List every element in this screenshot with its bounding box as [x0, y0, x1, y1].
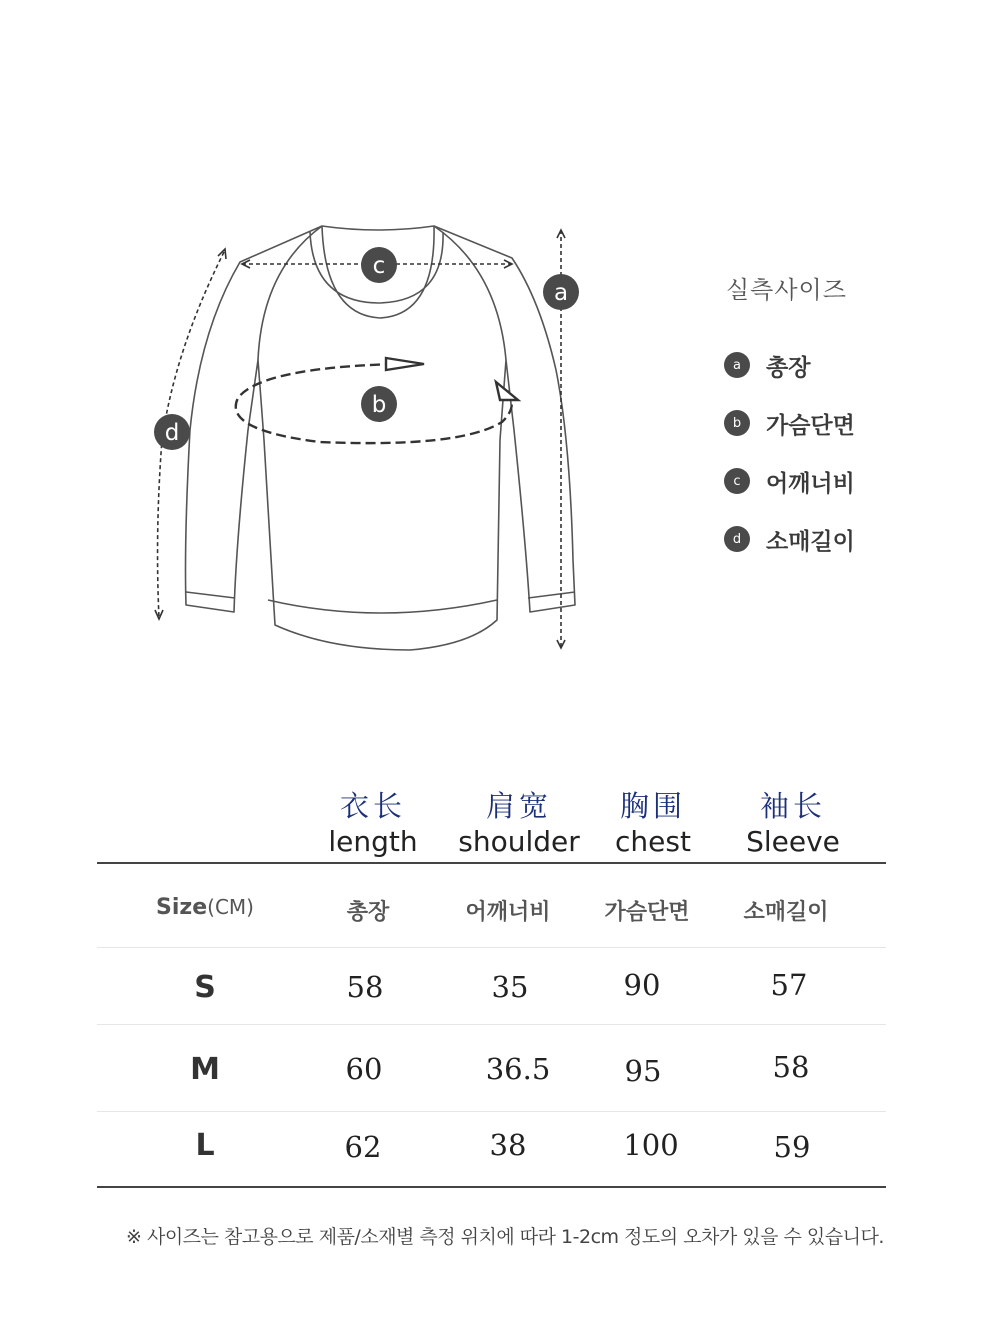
cuff-right: [528, 592, 575, 598]
value-length: 60: [345, 1052, 383, 1086]
hem-rib: [268, 600, 497, 613]
legend-badge-a: a: [724, 352, 750, 378]
table-top-rule: [97, 862, 886, 864]
value-chest: 95: [624, 1054, 662, 1088]
legend-item-b: [724, 403, 855, 443]
column-heading-sleeve: [718, 788, 868, 860]
legend-item-c: [724, 461, 855, 501]
marker-c: [361, 247, 397, 283]
marker-b-label: b: [371, 392, 387, 418]
row-divider: [97, 1111, 886, 1112]
table-bottom-rule: [97, 1186, 886, 1188]
column-heading-en: length: [328, 825, 418, 858]
row-divider: [97, 1024, 886, 1025]
value-chest: 100: [623, 1128, 679, 1162]
legend-label-shoulder: 어깨너비: [766, 470, 855, 497]
value-shoulder: 38: [489, 1128, 527, 1162]
measurement-legend: [724, 270, 855, 577]
column-heading-shoulder: [444, 788, 594, 860]
marker-a-label: a: [553, 280, 569, 306]
value-sleeve: 59: [773, 1130, 811, 1164]
legend-item-a: [724, 345, 855, 385]
legend-label-length: 총장: [766, 354, 811, 381]
legend-badge-c: c: [724, 468, 750, 494]
header-length: 총장: [346, 900, 390, 925]
row-size-label: M: [190, 1052, 220, 1087]
legend-label-chest: 가슴단면: [766, 412, 855, 439]
header-sleeve: 소매길이: [743, 900, 829, 925]
column-heading-en: chest: [615, 825, 691, 858]
marker-d: [154, 414, 190, 450]
value-length: 62: [344, 1130, 382, 1164]
value-shoulder: 36.5: [485, 1052, 551, 1086]
column-heading-length: [298, 788, 448, 860]
column-heading-en: shoulder: [458, 825, 580, 858]
value-sleeve: 57: [770, 968, 808, 1002]
cuff-left: [186, 592, 235, 598]
raglan-seam-right: [434, 226, 506, 360]
column-heading-zh: 肩宽: [485, 789, 552, 823]
legend-label-sleeve: 소매길이: [766, 528, 855, 555]
value-length: 58: [346, 970, 384, 1004]
column-heading-zh: 胸围: [619, 789, 686, 823]
size-header-label: Size: [156, 895, 208, 920]
header-chest: 가슴단면: [604, 900, 690, 925]
column-heading-chest: [578, 788, 728, 860]
row-divider: [97, 947, 886, 948]
size-header-unit: (CM): [207, 895, 254, 919]
raglan-seam-left: [258, 226, 322, 360]
header-shoulder: 어깨너비: [465, 900, 551, 925]
marker-b: [361, 386, 397, 422]
marker-d-label: d: [164, 420, 180, 446]
column-heading-zh: 袖长: [759, 789, 826, 823]
value-chest: 90: [623, 968, 661, 1002]
legend-badge-d: d: [724, 526, 750, 552]
legend-item-d: [724, 519, 855, 559]
column-heading-en: Sleeve: [746, 825, 840, 858]
value-shoulder: 35: [491, 970, 529, 1004]
marker-c-label: c: [372, 253, 386, 279]
value-sleeve: 58: [772, 1050, 810, 1084]
legend-title: 실측사이즈: [726, 276, 847, 304]
row-size-label: S: [194, 970, 216, 1005]
column-heading-zh: 衣长: [339, 789, 406, 823]
size-disclaimer-note: ※ 사이즈는 참고용으로 제품/소재별 측정 위치에 따라 1-2cm 정도의 오차가 있을 수 있습니다.: [126, 1226, 884, 1248]
marker-a: [543, 274, 579, 310]
row-size-label: L: [195, 1128, 215, 1163]
legend-badge-b: b: [724, 410, 750, 436]
sweatshirt-outline: [186, 226, 576, 650]
size-header: [130, 895, 280, 920]
